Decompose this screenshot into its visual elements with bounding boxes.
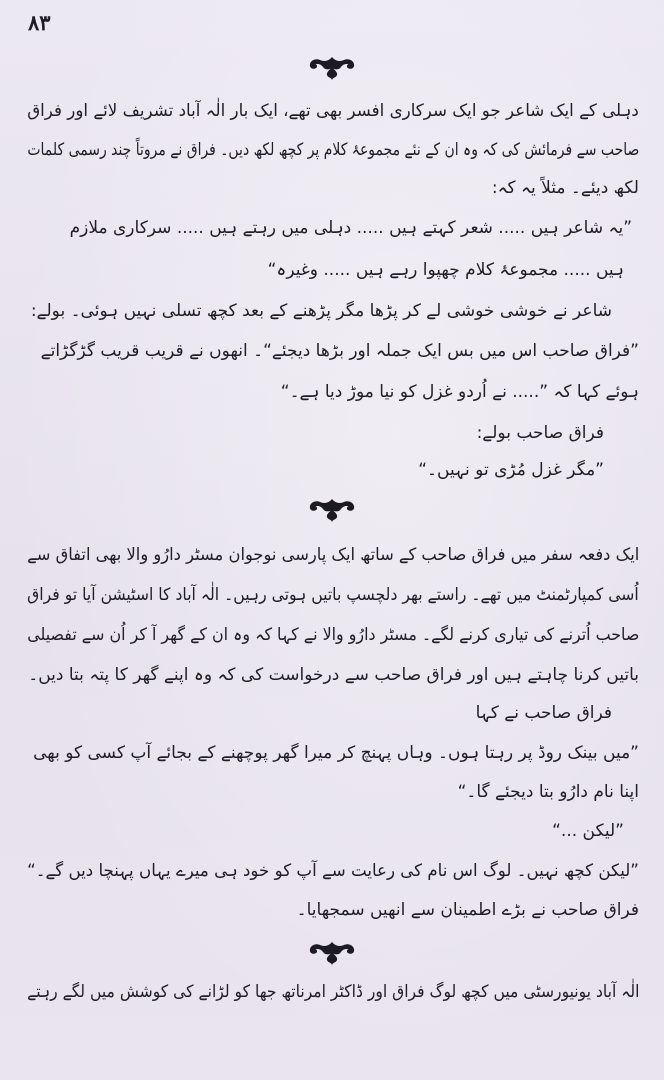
text-line: ”فراق صاحب اس میں بس ایک جملہ اور بڑھا دیجئے“۔ انھوں نے قریب قریب گڑگڑاتے bbox=[40, 341, 639, 361]
text-line: باتیں کرنا چاہتے ہیں اور فراق صاحب سے درخواست کی کہ وہ اپنے گھر کا پتہ بتا دیں۔ bbox=[28, 665, 639, 685]
fleuron-ornament-icon bbox=[304, 55, 360, 81]
text-line: ایک دفعہ سفر میں فراق صاحب کے ساتھ ایک پارسی نوجوان مسٹر دارُو والا بھی اتفاق سے bbox=[26, 545, 639, 565]
text-line: ہیں ..... مجموعۂ کلام چھپوا رہے ہیں ..... وغیرہ“ bbox=[267, 260, 624, 280]
text-line: دہلی کے ایک شاعر جو ایک سرکاری افسر بھی تھے، ایک بار الٰہ آباد تشریف لائے اور فراق bbox=[27, 101, 639, 121]
text-line: ہوئے کہا کہ ”..... نے اُردو غزل کو نیا موڑ دیا ہے۔“ bbox=[280, 382, 639, 402]
text-line: شاعر نے خوشی خوشی لے کر پڑھا مگر پڑھنے کے بعد کچھ تسلی نہیں ہوئی۔ بولے: bbox=[30, 301, 612, 321]
fleuron-ornament-icon bbox=[304, 497, 360, 523]
text-line: فراق صاحب بولے: bbox=[476, 423, 604, 443]
text-line: ”لیکن کچھ نہیں۔ لوگ اس نام کی رعایت سے آپ کو خود ہی میرے یہاں پہنچا دیں گے۔“ bbox=[27, 861, 639, 881]
page-number: ۸۳ bbox=[28, 10, 51, 35]
text-line: ”لیکن ...“ bbox=[552, 821, 624, 841]
text-line: فراق صاحب نے بڑے اطمینان سے انھیں سمجھایا۔ bbox=[296, 900, 639, 920]
text-line: فراق صاحب نے کہا bbox=[475, 703, 612, 723]
text-line: صاحب سے فرمائش کی کہ وہ ان کے نئے مجموعۂ کلام پر کچھ لکھ دیں۔ فراق نے مروتاً چند رسمی کلمات bbox=[27, 140, 639, 160]
text-line: اپنا نام دارُو بتا دیجئے گا۔“ bbox=[457, 782, 639, 802]
text-line: صاحب اُترنے کی تیاری کرنے لگے۔ مسٹر دارُو والا نے کہا کہ وہ ان کے گھر آ کر اُن سے تفصیلی bbox=[26, 625, 639, 645]
text-line: ”مگر غزل مُڑی تو نہیں۔“ bbox=[418, 460, 604, 480]
text-line: ”میں بینک روڈ پر رہتا ہوں۔ وہاں پہنچ کر میرا گھر پوچھنے کے بجائے آپ کسی کو بھی bbox=[33, 743, 639, 763]
text-line: لکھ دیئے۔ مثلاً یہ کہ: bbox=[491, 178, 639, 198]
fleuron-ornament-icon bbox=[304, 940, 360, 966]
text-line: اُسی کمپارٹمنٹ میں تھے۔ راستے بھر دلچسپ باتیں ہوتی رہیں۔ الٰہ آباد کا اسٹیشن آیا تو فراق bbox=[27, 585, 639, 605]
text-line: ”یہ شاعر ہیں ..... شعر کہتے ہیں ..... دہلی میں رہتے ہیں ..... سرکاری ملازم bbox=[69, 218, 632, 238]
text-line: الٰہ آباد یونیورسٹی میں کچھ لوگ فراق اور ڈاکٹر امرناتھ جھا کو لڑانے کی کوشش میں لگے رہتے bbox=[26, 982, 639, 1002]
